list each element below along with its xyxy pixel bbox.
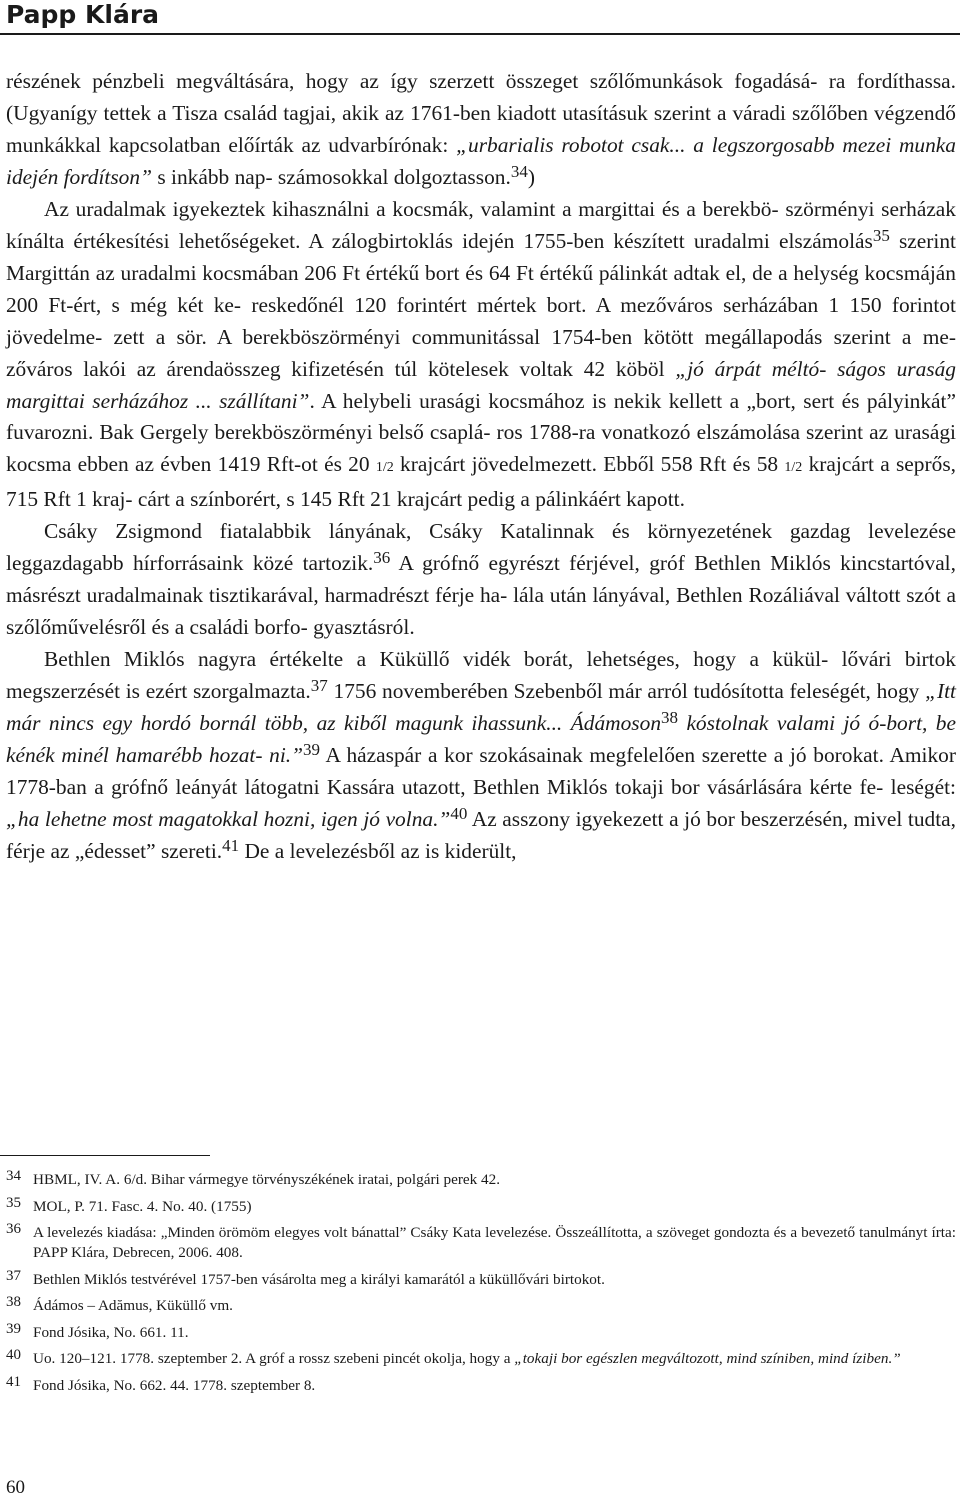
footnote-number: 39	[6, 1320, 21, 1337]
text-run: krajcárt jövedelmezett. Ebből 558 Rft és 58	[393, 452, 785, 477]
text-run: krajcárt a seprős, 715 Rft 1 kraj- cárt a színborért, s 145 Rft 21 krajcárt pedig a pálinkáért kapott.	[6, 452, 956, 512]
footnote-ref: 39	[303, 740, 321, 760]
footnote	[6, 1194, 956, 1217]
text-run: Bethlen Miklós nagyra értékelte a Küküllő vidék borát, lehetséges, hogy a kükül- lővári birtok megszerzését is ezért szorgalmazta.	[6, 647, 956, 704]
text-run: Az uradalmak igyekeztek kihasználni a kocsmák, valamint a margittai és a berekbö- szörményi serházak kínálta értékesítési lehetőségeket. A zálogbirtoklás idején 1755-ben készített uradalmi elszámolás	[6, 196, 956, 253]
footnote-number: 37	[6, 1267, 21, 1284]
fraction: 1/2	[784, 460, 803, 476]
paragraph	[6, 516, 956, 644]
footnote-number: 38	[6, 1294, 21, 1311]
page-header-title: Papp Klára	[6, 0, 160, 29]
text-run: De a levelezésből az is kiderült,	[239, 838, 517, 863]
footnote-text	[33, 1223, 956, 1264]
footnote-ref: 36	[373, 548, 391, 568]
italic-quote: kóstolnak valami jó ó-bort, be kénék minél hamarébb hozat- ni.”	[6, 711, 956, 768]
footnotes	[6, 1170, 956, 1402]
text-run: A levelezés kiadása: „Minden örömöm elegyes volt bánattal” Csáky Kata levelezése. Összeállította, a szöveget gondozta és a bevezető tanulmányt írta: PAPP Klára, Debrecen, 2006. 408.	[33, 1224, 956, 1262]
footnote-ref: 34	[510, 161, 528, 181]
footnote-text	[33, 1323, 956, 1343]
footnote	[6, 1170, 956, 1190]
footnote-text	[33, 1349, 956, 1369]
text-run: A házaspár a kor szokásainak megfelelően szerette a jó borokat. Amikor 1778-ban a grófnő leányát látogatni Kassára utazott, Bethlen Miklós tokaji bor vásárlására kérte fe- leségét:	[6, 743, 956, 799]
paragraph	[6, 644, 956, 868]
italic-quote: „Itt már nincs egy hordó bornál több, az kiből magunk ihassunk... Ádámoson	[6, 679, 956, 736]
footnote-text	[33, 1376, 956, 1396]
text-run: Fond Jósika, No. 661. 11.	[33, 1323, 189, 1341]
text-run: A grófnő egyrészt férjével, gróf Bethlen Miklós kincstartóval, másrészt uradalmainak tisztikarával, harmadrészt férje ha- lála után lányával, Bethlen Rozáliával váltott szót a szőlőművelésről és a családi borfo- gyasztásról.	[6, 551, 956, 640]
italic-quote: „ha lehetne most magatokkal hozni, igen jó volna.”	[6, 806, 451, 831]
footnote	[6, 1320, 956, 1343]
text-run: Bethlen Miklós testvérével 1757-ben vásárolta meg a királyi kamarától a küküllővári birtokot.	[33, 1270, 605, 1288]
paragraph	[6, 194, 956, 517]
text-run: Uo. 120–121. 1778. szeptember 2. A gróf a rossz szebeni pincét okolja, hogy a	[33, 1350, 515, 1368]
footnote-separator	[0, 1155, 210, 1156]
footnote	[6, 1223, 956, 1264]
text-run: MOL, P. 71. Fasc. 4. No. 40. (1755)	[33, 1197, 252, 1215]
text-run: . A helybeli urasági kocsmához is nekik kellett a „bort, sert és pályinkát” fuvarozni. Bak Gergely berekböszörményi belső csaplá- ros 1788-ra vonatkozó elszámolása szerint az urasági kocsma ebben az évben 1419 Rft-ot és 20	[6, 388, 956, 477]
footnote-ref: 41	[222, 835, 240, 855]
text-run: HBML, IV. A. 6/d. Bihar vármegye törvényszékének iratai, polgári perek 42.	[33, 1171, 501, 1188]
footnote	[6, 1373, 956, 1396]
footnote-number: 40	[6, 1347, 21, 1364]
fraction: 1/2	[375, 460, 394, 476]
footnote-number: 36	[6, 1221, 21, 1237]
footnote-text	[33, 1270, 956, 1290]
footnote-text	[33, 1197, 956, 1217]
footnote	[6, 1296, 956, 1316]
text-run: részének pénzbeli megváltására, hogy az így szerzett összeget szőlőmunkások fogadásá- ra fordíthassa. (Ugyanígy tettek a Tisza család tagjai, akik az 1761-ben kiadott utasításuk szerint a váradi szőlőben végzendő munkákkal kapcsolatban előírták az udvarbírónak:	[6, 69, 956, 157]
text-run: 1756 novemberében Szebenből már arról tudósította feleségét, hogy	[327, 679, 926, 704]
footnote-text	[33, 1296, 956, 1316]
page-number: 60	[6, 1477, 25, 1498]
text-run: )	[527, 164, 535, 189]
footnote-number: 41	[6, 1373, 21, 1390]
body-text	[6, 66, 956, 868]
footnote-ref: 40	[450, 803, 468, 823]
text-run: Csáky Zsigmond fiatalabbik lányának, Csáky Katalinnak és környezetének gazdag levelezése leggazdagabb hírforrásaink közé tartozik.	[6, 519, 956, 576]
italic-quote: „tokaji bor egészlen megváltozott, mind színiben, mind íziben.”	[514, 1350, 901, 1368]
text-run: Ádámos – Adămus, Küküllő vm.	[33, 1297, 233, 1315]
text-run: Az asszony igyekezett a jó bor beszerzésén, mivel tudta, férje az „édesset” szereti.	[6, 806, 956, 863]
text-run: s inkább nap- számosokkal dolgoztasson.	[151, 164, 511, 189]
footnote-ref: 35	[872, 225, 890, 245]
text-run: szerint Margittán az uradalmi kocsmában 206 Ft értékű bort és 64 Ft értékű pálinkát adtak el, de a helység kocsmáján 200 Ft-ért, s még két ke- reskedőnél 120 forintért mértek bort. A mezőváros serházában 1 150 forintot jövedelme- zett a sör. A berekböszörményi communitással 1754-ben kötött megállapodás szerint a me- zőváros lakói az árendaösszeg kifizetésén túl kötelesek voltak 42 köböl	[6, 228, 956, 381]
footnote-ref: 37	[310, 676, 328, 696]
header-rule	[0, 33, 960, 35]
footnote-text	[33, 1170, 956, 1190]
footnote	[6, 1349, 956, 1369]
footnote	[6, 1267, 956, 1290]
footnote-number: 34	[6, 1168, 21, 1184]
italic-quote: „jó árpát méltó- ságos uraság margittai serházához ... szállítani”	[6, 356, 956, 413]
paragraph	[6, 66, 956, 194]
footnote-number: 35	[6, 1194, 21, 1211]
italic-quote: „urbarialis robotot csak... a legszorgosabb mezei munka idején fordítson”	[6, 132, 956, 189]
text-run: Fond Jósika, No. 662. 44. 1778. szeptember 8.	[33, 1376, 316, 1394]
footnote-ref: 38	[661, 708, 679, 728]
